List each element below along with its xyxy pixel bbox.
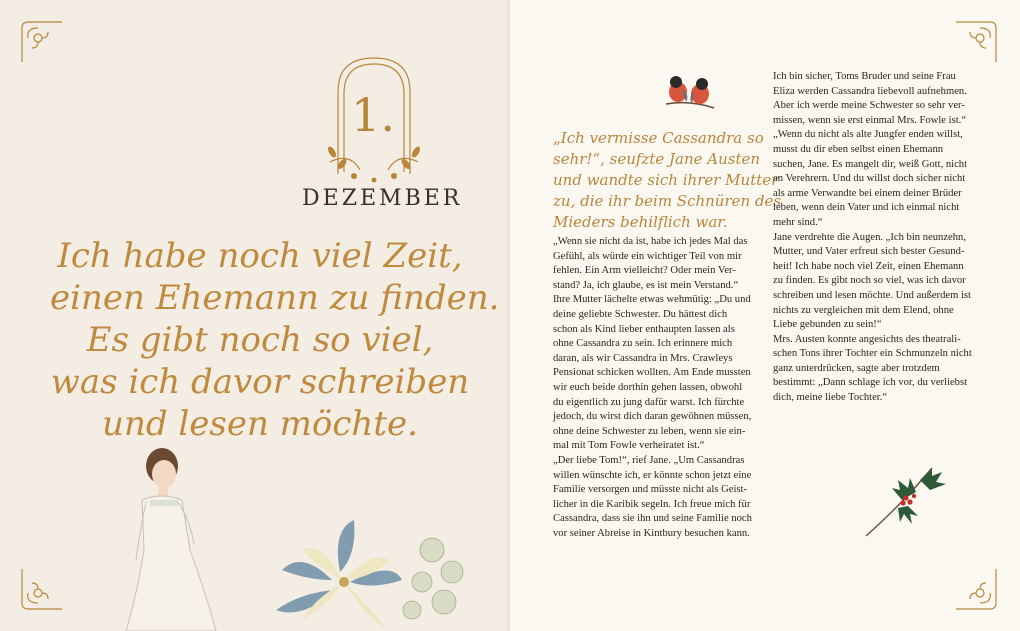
text-column-right — [773, 70, 983, 406]
text-line: fehlen. Ein Arm vielleicht? Oder mein Ver- — [553, 265, 736, 277]
holly-sprig-icon — [862, 448, 954, 540]
text-line: Eliza werden Cassandra liebevoll aufnehmen. — [773, 85, 967, 97]
poinsettia-illustration — [262, 510, 492, 631]
text-line: licher in die Karibik segeln. Ich freue mich für — [553, 498, 751, 510]
text-line: stand? Ja, ich glaube, es ist mein Verstand.“ — [553, 279, 739, 291]
text-line: du eigentlich zu jung dafür warst. Ich fürchte — [553, 396, 745, 408]
text-line: „Wenn sie nicht da ist, habe ich jedes Mal das — [553, 236, 748, 247]
text-line: Ihre Mutter lächelte etwas wehmütig: „Du und — [553, 294, 751, 306]
text-line: heit! Ich habe noch viel Zeit, einen Ehemann — [773, 260, 964, 272]
quote-line: was ich davor schreiben — [50, 362, 470, 402]
text-line: zu finden. Es gibt noch so viel, was ich davor — [773, 275, 966, 287]
text-line: nichts zu vergleichen mit dem Elend, ohne — [773, 304, 954, 316]
text-line: musst du dir eben selbst einen Ehemann — [773, 143, 944, 155]
month-label: DEZEMBER — [302, 186, 463, 211]
story-heading — [553, 128, 782, 233]
text-line: vor seiner Abreise in Kintbury besuchen kann. — [553, 527, 750, 539]
corner-ornament-icon — [952, 18, 1000, 66]
heading-line: sehr!“, seufzte Jane Austen — [553, 150, 761, 168]
text-line: Cassandra, dass sie ihn und seine Familie noch — [553, 513, 752, 525]
heading-line: zu, die ihr beim Schnüren des — [553, 192, 782, 210]
corner-ornament-icon — [18, 18, 66, 66]
text-line: jedoch, du wirst dich daran gewöhnen müssen, — [553, 411, 752, 423]
text-column-middle — [553, 235, 758, 541]
heading-line: und wandte sich ihrer Mutter — [553, 171, 779, 189]
regency-lady-illustration — [120, 440, 230, 631]
text-line: wir euch beide dorthin gehen lassen, obwohl — [553, 381, 743, 393]
text-line: leben, wenn dein Vater und ich einmal nicht — [773, 202, 960, 214]
text-line: deine geliebte Schwester. Du hättest dich — [553, 308, 728, 320]
text-line: ohne deine Schwester zu leben, wenn sie ein- — [553, 425, 746, 437]
corner-ornament-icon — [952, 565, 1000, 613]
text-line: „Wenn du nicht als alte Jungfer enden willst, — [773, 129, 963, 141]
text-line: schen Tons ihrer Tochter ein Schmunzeln nicht — [773, 348, 972, 360]
text-line: ohne Cassandra zu sein. Ich erinnere mich — [553, 338, 733, 350]
text-line: suchen, Jane. Es mangelt dir, weiß Gott, nicht — [773, 158, 968, 170]
text-line: als arme Verwandte bei einem deiner Brüder — [773, 187, 962, 199]
quote-line: und lesen möchte. — [102, 404, 418, 444]
text-line: schreiben und lesen möchte. Und außerdem ist — [773, 289, 971, 301]
text-line: missen, wenn sie erst einmal Mrs. Fowle ist.“ — [773, 114, 967, 126]
text-line: Mrs. Austen konnte angesichts des theatrali- — [773, 333, 961, 345]
text-line: Gefühl, als würde ein wichtiger Teil von mir — [553, 250, 742, 262]
text-line: bestimmt: „Dann schlage ich vor, du verliebst — [773, 377, 968, 389]
text-line: Mutter, und Vater erfreut sich bester Gesund- — [773, 246, 965, 258]
text-line: Jane verdrehte die Augen. „Ich bin neunzehn, — [773, 231, 966, 243]
text-line: mehr sind.“ — [773, 216, 823, 228]
quote-line: Ich habe noch viel Zeit, — [57, 236, 463, 276]
pull-quote — [50, 235, 500, 445]
text-line: willen wünschte ich, er könnte schon jetzt eine — [553, 469, 752, 481]
quote-line: Es gibt noch so viel, — [86, 320, 434, 360]
text-line: Ich bin sicher, Toms Bruder und seine Frau — [773, 71, 956, 82]
quote-line: einen Ehemann zu finden. — [50, 278, 500, 318]
text-line: „Der liebe Tom!“, rief Jane. „Um Cassandras — [553, 454, 745, 466]
text-line: Liebe gebunden zu sein!“ — [773, 319, 882, 331]
text-line: schon als Kind lieber enthaupten lassen als — [553, 323, 735, 335]
bullfinch-birds-icon — [664, 70, 716, 114]
heading-line: Mieders behilflich war. — [553, 213, 728, 231]
corner-ornament-icon — [18, 565, 66, 613]
text-line: daran, als wir Cassandra in Mrs. Crawleys — [553, 352, 733, 364]
heading-line: „Ich vermisse Cassandra so — [553, 129, 764, 147]
text-line: mal mit Tom Fowle verheiratet ist.“ — [553, 440, 705, 452]
text-line: Pensionat schicken wollten. Am Ende mussten — [553, 367, 751, 379]
day-number: 1. — [351, 88, 395, 142]
text-line: Familie versorgen und müsste nicht als Geist- — [553, 484, 747, 496]
text-line: Aber ich werde meine Schwester so sehr ver- — [773, 100, 965, 112]
text-line: ganz unterdrücken, sagte aber trotzdem — [773, 362, 940, 374]
text-line: an Verehrern. Und du willst doch sicher nicht — [773, 173, 966, 185]
text-line: dich, meine liebe Tochter.“ — [773, 392, 888, 404]
